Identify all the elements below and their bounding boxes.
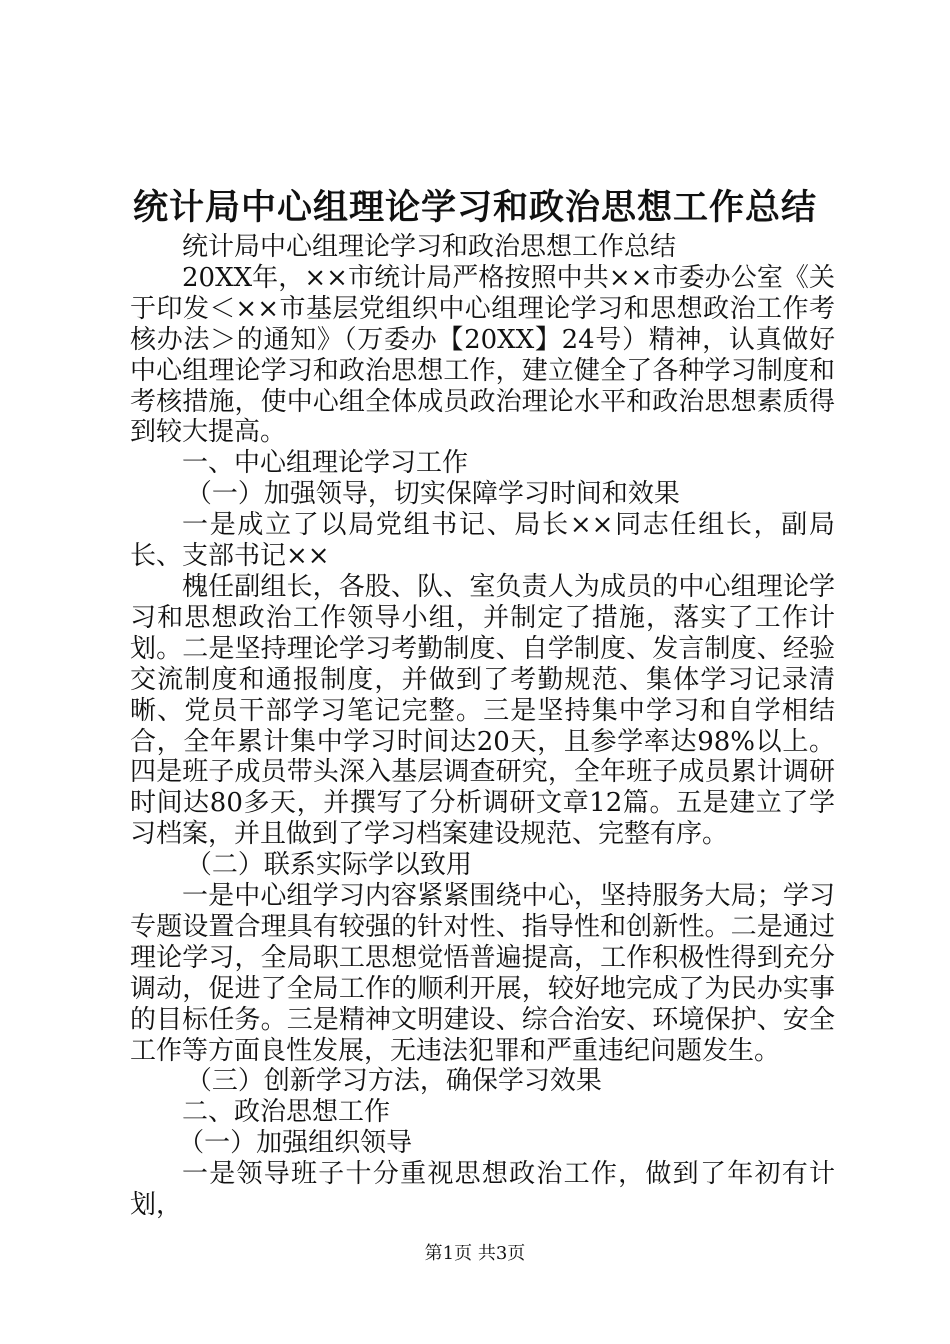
paragraph-intro: 20XX年，××市统计局严格按照中共××市委办公室《关于印发＜××市基层党组织中心组理论学习和思想政治工作考核办法＞的通知》（万委办【20XX】24号）精神，认真做好中心组理论学习和政治思想工作，建立健全了各种学习制度和考核措施，使中心组全体成员政治理论水平和政治思想素质得到较大提高。 — [130, 262, 835, 448]
paragraph-1-1b: 槐任副组长，各股、队、室负责人为成员的中心组理论学习和思想政治工作领导小组，并制定了措施，落实了工作计划。二是坚持理论学习考勤制度、自学制度、发言制度、经验交流制度和通报制度，并做到了考勤规范、集体学习记录清晰、党员干部学习笔记完整。三是坚持集中学习和自学相结合，全年累计集中学习时间达20天，且参学率达98%以上。四是班子成员带头深入基层调查研究，全年班子成员累计调研时间达80多天，并撰写了分析调研文章12篇。五是建立了学习档案，并且做到了学习档案建设规范、完整有序。 — [130, 571, 835, 850]
subsection-heading-1-2: （二）联系实际学以致用 — [185, 850, 472, 881]
subsection-heading-1-3: （三）创新学习方法，确保学习效果 — [185, 1066, 602, 1097]
subsection-heading-1-1: （一）加强领导，切实保障学习时间和效果 — [185, 479, 680, 510]
document-body — [130, 232, 835, 1221]
paragraph-1-2: 一是中心组学习内容紧紧围绕中心，坚持服务大局；学习专题设置合理具有较强的针对性、指导性和创新性。二是通过理论学习，全局职工思想觉悟普遍提高，工作积极性得到充分调动，促进了全局工作的顺利开展，较好地完成了为民办实事的目标任务。三是精神文明建设、综合治安、环境保护、安全工作等方面良性发展，无违法犯罪和严重违纪问题发生。 — [130, 881, 835, 1066]
paragraph-subtitle: 统计局中心组理论学习和政治思想工作总结 — [182, 232, 677, 262]
page-footer: 第1页 共3页 — [424, 1243, 526, 1264]
section-heading-2: 二、政治思想工作 — [182, 1097, 391, 1128]
paragraph-1-1a: 一是成立了以局党组书记、局长××同志任组长，副局长、支部书记×× — [130, 510, 835, 572]
section-heading-1: 一、中心组理论学习工作 — [182, 448, 469, 479]
paragraph-2-1: 一是领导班子十分重视思想政治工作，做到了年初有计划， — [130, 1159, 835, 1221]
document-title: 统计局中心组理论学习和政治思想工作总结 — [132, 187, 817, 228]
subsection-heading-2-1: （一）加强组织领导 — [178, 1128, 413, 1159]
